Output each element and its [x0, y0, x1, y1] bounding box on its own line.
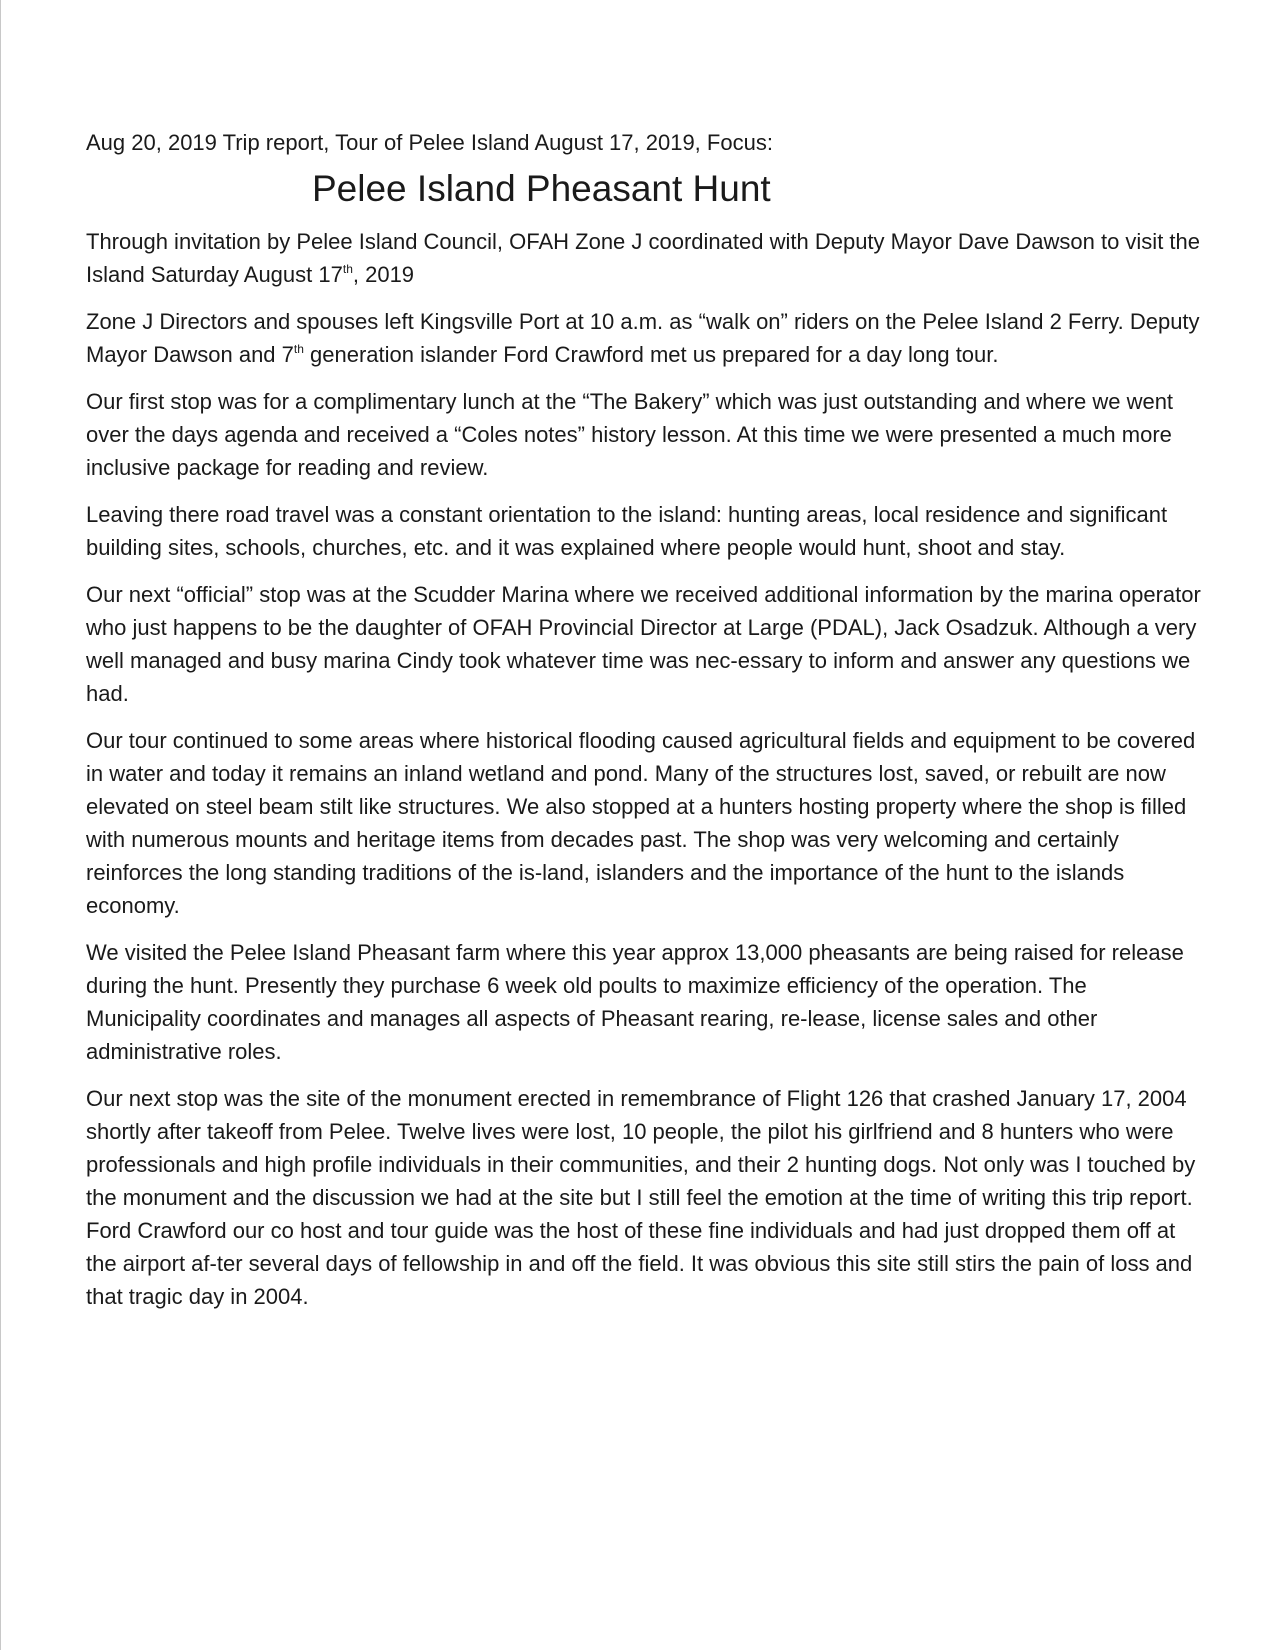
paragraph-pheasant-farm: We visited the Pelee Island Pheasant farm where this year approx 13,000 pheasants are being raised for release during the hunt. Presently they purchase 6 week old poults to maximize efficiency of the operation. The Municipality coordinates and manages all aspects of Pheasant rearing, re-lease, license sales and other administrative roles. [86, 940, 1184, 1064]
paragraph-road-travel: Leaving there road travel was a constant orientation to the island: hunting areas, local residence and significant building sites, schools, churches, etc. and it was explained where people would hunt, shoot and stay. [86, 502, 1168, 560]
document-title: Pelee Island Pheasant Hunt [312, 168, 771, 209]
paragraph-flooding: Our tour continued to some areas where historical flooding caused agricultural fields and equipment to be covered in water and today it remains an inland wetland and pond. Many of the structures lost, saved, or rebuilt are now elevated on steel beam stilt like structures. We also stopped at a hunters hosting property where the shop is filled with numerous mounts and heritage items from decades past. The shop was very welcoming and certainly reinforces the long standing traditions of the is-land, islanders and the importance of the hunt to the islands economy. [86, 728, 1196, 918]
paragraph-invitation [86, 225, 1206, 291]
paragraph-ferry [86, 305, 1206, 371]
paragraph-monument: Our next stop was the site of the monument erected in remembrance of Flight 126 that crashed January 17, 2004 shortly after takeoff from Pelee. Twelve lives were lost, 10 people, the pilot his girlfriend and 8 hunters who were professionals and high profile individuals in their communities, and their 2 hunting dogs. Not only was I touched by the monument and the discussion we had at the site but I still feel the emotion at the time of writing this trip report. Ford Crawford our co host and tour guide was the host of these fine individuals and had just dropped them off at the airport af-ter several days of fellowship in and off the field. It was obvious this site still stirs the pain of loss and that tragic day in 2004. [86, 1086, 1196, 1309]
paragraph-marina: Our next “official” stop was at the Scudder Marina where we received additional information by the marina operator who just happens to be the daughter of OFAH Provincial Director at Large (PDAL), Jack Osadzuk. Although a very well managed and busy marina Cindy took whatever time was nec-essary to inform and answer any questions we had. [86, 582, 1201, 706]
paragraph-ferry-text: Zone J Directors and spouses left Kingsville Port at 10 a.m. as “walk on” riders on the Pelee Island 2 Ferry. Deputy Mayor Dawson and 7 [86, 309, 1200, 367]
paragraph-lunch: Our first stop was for a complimentary lunch at the “The Bakery” which was just outstanding and where we went over the days agenda and received a “Coles notes” history lesson. At this time we were presented a much more inclusive package for reading and review. [86, 389, 1174, 480]
document-body [86, 126, 1206, 1327]
ordinal-suffix: th [342, 262, 353, 276]
paragraph-invitation-text: Through invitation by Pelee Island Council, OFAH Zone J coordinated with Deputy Mayor Dave Dawson to visit the Island Saturday August 17 [86, 229, 1200, 287]
paragraph-invitation-year: , 2019 [352, 262, 415, 287]
report-header-line: Aug 20, 2019 Trip report, Tour of Pelee Island August 17, 2019, Focus: [86, 130, 773, 155]
paragraph-ferry-text-end: generation islander Ford Crawford met us prepared for a day long tour. [303, 342, 999, 367]
ordinal-suffix: th [293, 342, 304, 356]
